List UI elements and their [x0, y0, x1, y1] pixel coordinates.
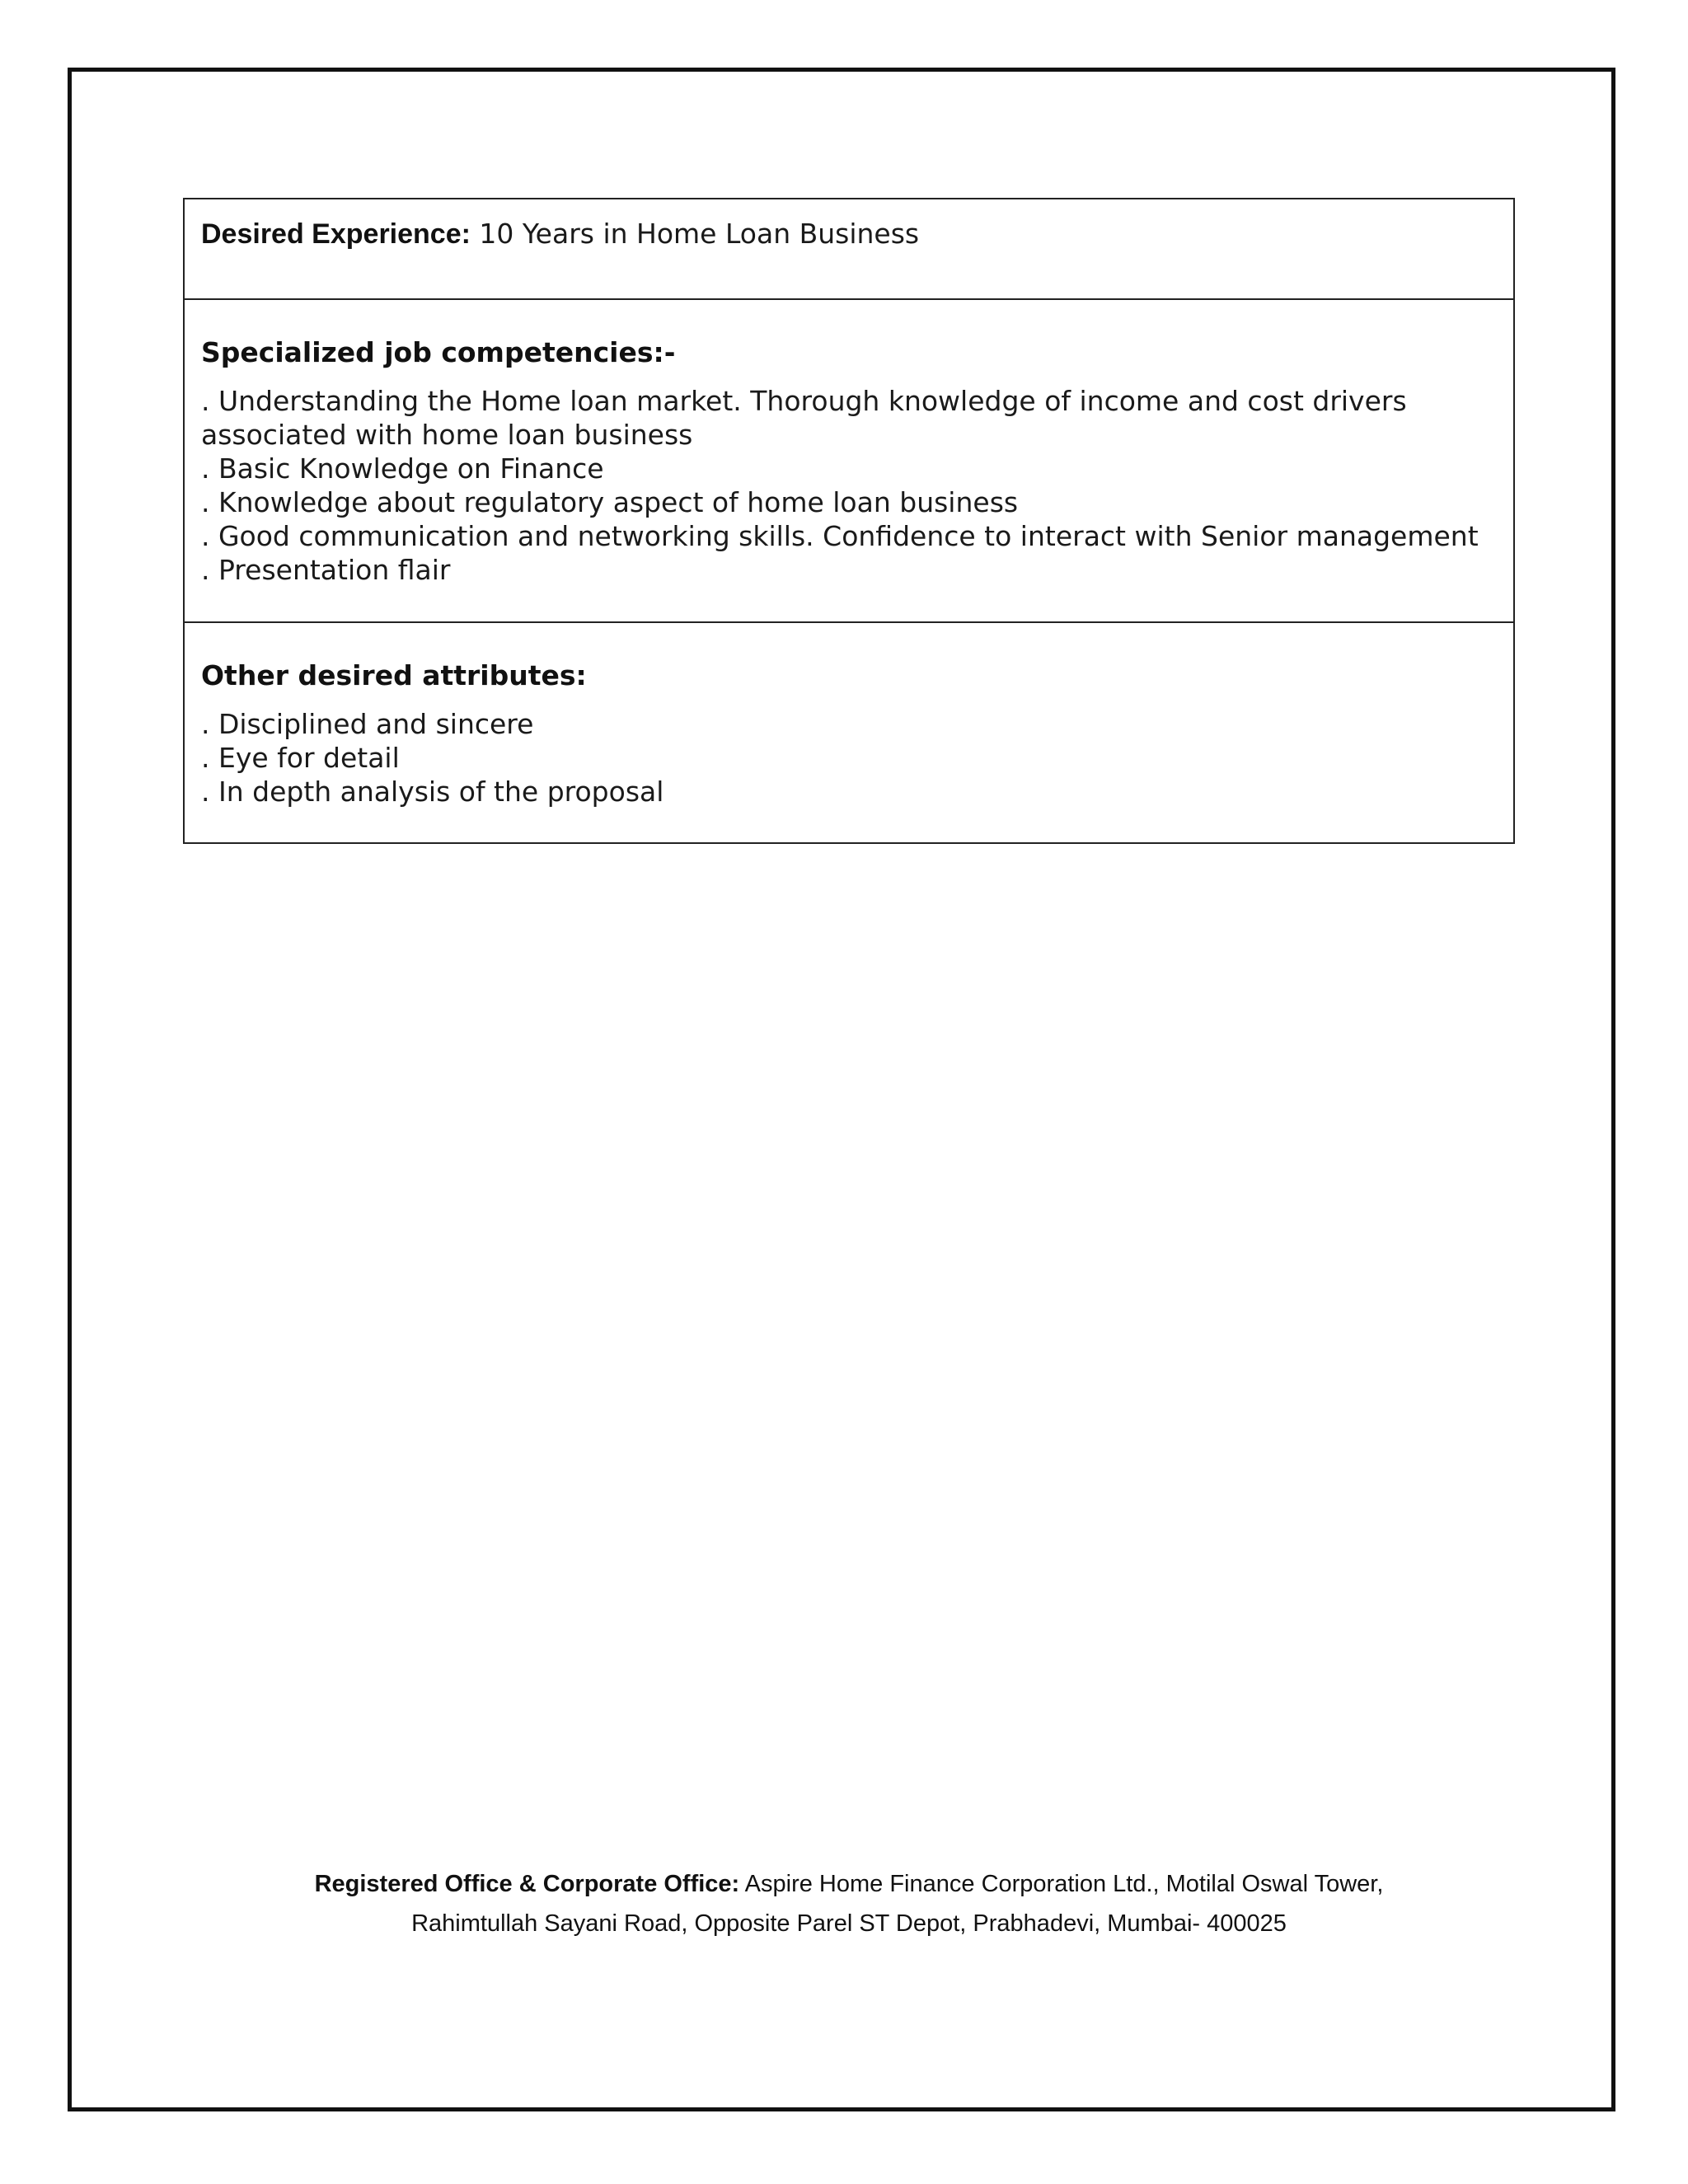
- list-item: . Understanding the Home loan market. Thorough knowledge of income and cost drivers associated with home loan business: [201, 385, 1407, 451]
- footer-line-2: Rahimtullah Sayani Road, Opposite Parel ST Depot, Prabhadevi, Mumbai- 400025: [411, 1910, 1287, 1937]
- list-item: . Knowledge about regulatory aspect of home loan business: [201, 486, 1019, 518]
- list-item: . Disciplined and sincere: [201, 708, 534, 740]
- competencies-list: [201, 384, 1497, 587]
- footer-address: [183, 1864, 1515, 1943]
- footer-line-1-text: Aspire Home Finance Corporation Ltd., Motilal Oswal Tower,: [739, 1871, 1384, 1897]
- experience-value: 10 Years in Home Loan Business: [470, 218, 920, 250]
- list-item: . In depth analysis of the proposal: [201, 776, 664, 808]
- attributes-section: [185, 621, 1513, 842]
- requirements-table: [183, 198, 1515, 844]
- footer-line-1: [183, 1864, 1515, 1904]
- list-item: . Basic Knowledge on Finance: [201, 452, 604, 485]
- list-item: . Presentation flair: [201, 554, 451, 586]
- attributes-list: [201, 707, 1497, 808]
- experience-label: Desired Experience:: [201, 218, 471, 250]
- footer-label: Registered Office & Corporate Office:: [314, 1871, 740, 1897]
- competencies-section: [185, 298, 1513, 621]
- attributes-heading: Other desired attributes:: [201, 659, 587, 691]
- competencies-heading: Specialized job competencies:-: [201, 336, 676, 368]
- list-item: . Good communication and networking skills. Confidence to interact with Senior management: [201, 520, 1479, 552]
- list-item: . Eye for detail: [201, 742, 400, 774]
- experience-section: [185, 199, 1513, 298]
